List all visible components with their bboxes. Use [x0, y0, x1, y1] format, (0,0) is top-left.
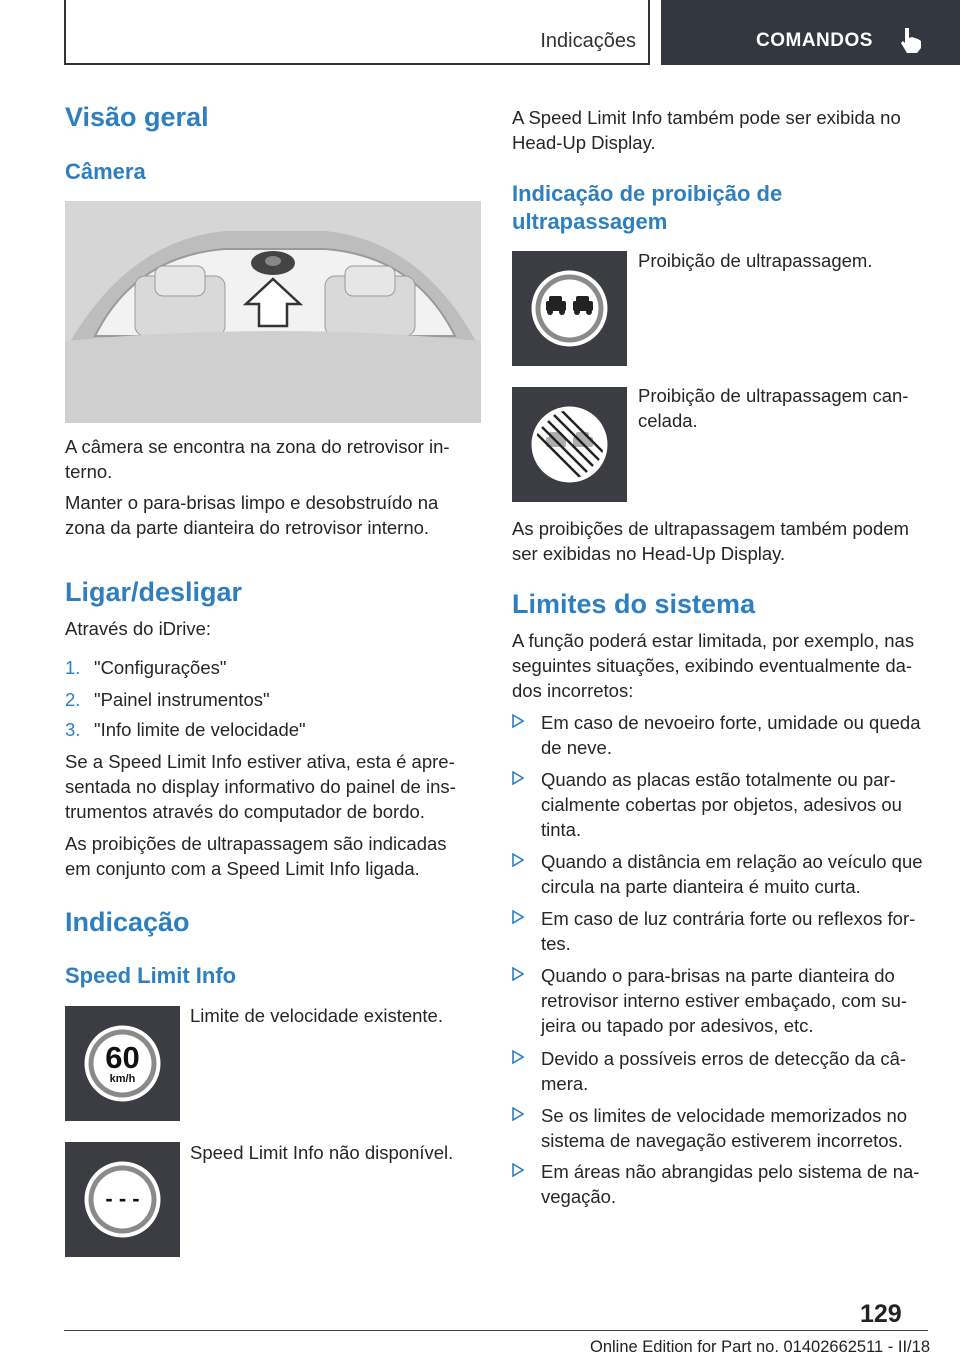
step-number: 3. — [65, 719, 81, 740]
heading-on-off: Ligar/desligar — [65, 577, 243, 607]
camera-location-text: A câmera se encontra na zona do retrovisor in-terno. — [65, 436, 450, 482]
list-item-text: Em caso de luz contrária forte ou reflexos for-tes. — [541, 908, 916, 954]
hand-pointer-icon — [896, 25, 926, 60]
heading-system-limits: Limites do sistema — [512, 589, 756, 619]
no-overtaking-caption: Proibição de ultrapassagem. — [638, 250, 873, 271]
no-overtaking-sign — [512, 251, 627, 366]
speed-limit-60-sign — [65, 1006, 180, 1121]
end-no-overtaking-caption: Proibição de ultrapassagem can-celada. — [638, 385, 909, 431]
step-text: "Info limite de velocidade" — [94, 719, 306, 740]
heading-overview: Visão geral — [65, 102, 209, 132]
sign-unit: km/h — [109, 1073, 136, 1085]
step-text: "Configurações" — [94, 657, 227, 678]
heading-speed-limit-info: Speed Limit Info — [65, 963, 237, 988]
speed-limit-60-caption: Limite de velocidade existente. — [190, 1005, 443, 1026]
step-number: 1. — [65, 657, 81, 678]
sign-value: 60 — [105, 1040, 140, 1075]
footer-rule — [64, 1330, 928, 1331]
header-chapter-label: COMANDOS — [756, 30, 873, 51]
heading-camera: Câmera — [65, 159, 146, 184]
step-number: 2. — [65, 689, 81, 710]
header-section-title: Indicações — [540, 30, 636, 52]
triangle-bullet-icon — [512, 910, 524, 924]
footer-edition: Online Edition for Part no. 01402662511 - II/18 — [589, 1338, 930, 1356]
on-off-overtaking-note: As proibições de ultrapassagem são indicadas em conjunto com a Speed Limit Info ligada. — [65, 833, 447, 879]
system-limits-intro: A função poderá estar limitada, por exemplo, nas seguintes situações, exibindo eventualmente da-dos incorretos: — [512, 630, 915, 701]
header-divider — [648, 0, 650, 65]
speed-limit-unavailable-caption: Speed Limit Info não disponível. — [190, 1142, 454, 1163]
list-item-text: Se os limites de velocidade memorizados no sistema de navegação estiverem incorretos. — [541, 1105, 908, 1151]
list-item-text: Quando o para-brisas na parte dianteira do retrovisor interno estiver embaçado, com su-jeira ou tapado por adesivos, etc. — [541, 965, 908, 1036]
list-item-text: Quando a distância em relação ao veículo que circula na parte dianteira é muito curta. — [541, 851, 923, 897]
sign-value: - - - — [105, 1186, 140, 1211]
camera-care-text: Manter o para-brisas limpo e desobstruído na zona da parte dianteira do retrovisor interno. — [65, 492, 439, 538]
page-number: 129 — [860, 1300, 902, 1328]
step-text: "Painel instrumentos" — [94, 689, 270, 710]
on-off-intro: Através do iDrive: — [65, 618, 211, 639]
list-item-text: Devido a possíveis erros de detecção da câ-mera. — [541, 1048, 907, 1094]
triangle-bullet-icon — [512, 853, 524, 867]
heading-display: Indicação — [65, 907, 190, 937]
list-item-text: Em caso de nevoeiro forte, umidade ou queda de neve. — [541, 712, 921, 758]
speed-limit-unavailable-sign — [65, 1142, 180, 1257]
header-rule — [64, 63, 650, 65]
triangle-bullet-icon — [512, 771, 524, 785]
header-chapter-tab — [661, 0, 960, 65]
triangle-bullet-icon — [512, 1163, 524, 1177]
on-off-description: Se a Speed Limit Info estiver ativa, esta é apre-sentada no display informativo do painel de ins-trumentos através do computador de bordo. — [65, 751, 456, 822]
triangle-bullet-icon — [512, 1107, 524, 1121]
camera-illustration — [65, 201, 481, 423]
list-item-text: Quando as placas estão totalmente ou par-cialmente cobertas por objetos, adesivos ou tinta. — [541, 769, 902, 840]
end-no-overtaking-sign — [512, 387, 627, 502]
triangle-bullet-icon — [512, 714, 524, 728]
list-item-text: Em áreas não abrangidas pelo sistema de na-vegação. — [541, 1161, 920, 1207]
header-left-border — [64, 0, 66, 65]
hud-note: A Speed Limit Info também pode ser exibida no Head-Up Display. — [512, 107, 901, 153]
triangle-bullet-icon — [512, 967, 524, 981]
no-overtaking-hud-note: As proibições de ultrapassagem também podem ser exibidas no Head-Up Display. — [512, 518, 909, 564]
heading-no-overtaking: Indicação de proibição de ultrapassagem — [512, 181, 783, 234]
triangle-bullet-icon — [512, 1050, 524, 1064]
